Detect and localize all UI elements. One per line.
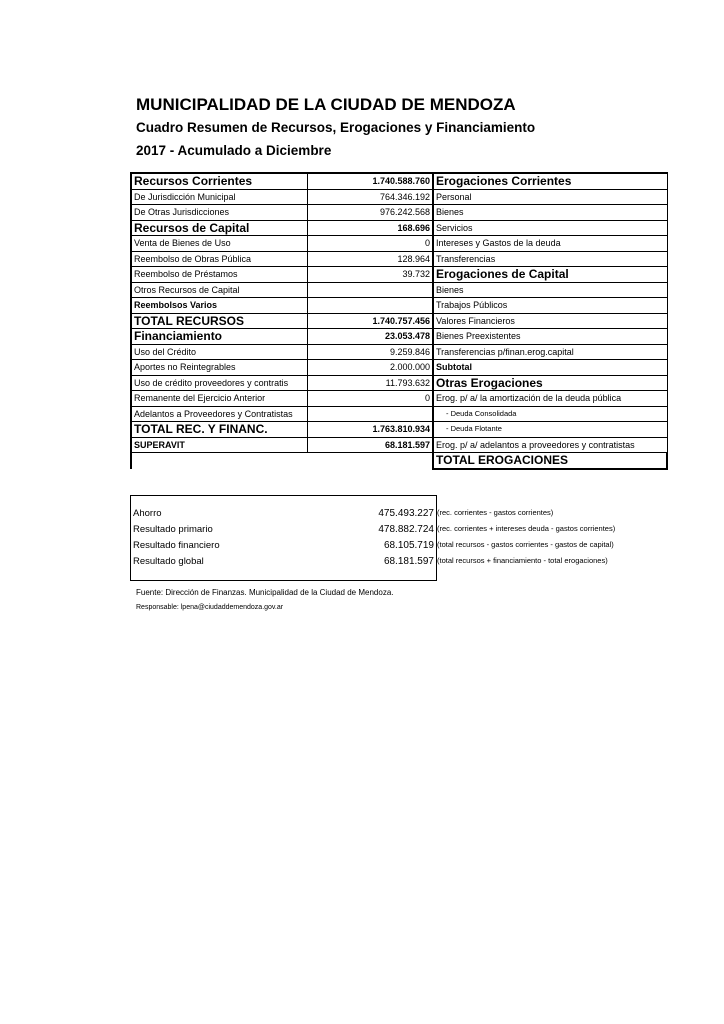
- table-cell-label: TOTAL REC. Y FINANC.: [131, 422, 307, 438]
- table-cell-value: 168.696: [307, 220, 433, 236]
- table-cell-value: 39.732: [307, 267, 433, 283]
- page-subtitle: Cuadro Resumen de Recursos, Erogaciones y Financiamiento: [136, 120, 536, 135]
- table-cell-expense: Transferencias p/finan.erog.capital: [433, 344, 667, 360]
- table-cell-label: SUPERAVIT: [131, 437, 307, 453]
- table-cell-value: 11.793.632: [307, 375, 433, 391]
- table-row: [131, 298, 667, 314]
- table-row: [131, 313, 667, 329]
- table-cell-expense: Erog. p/ a/ la amortización de la deuda pública: [433, 391, 667, 407]
- table-cell-expense: Subtotal: [433, 360, 667, 376]
- table-cell-label: Uso de crédito proveedores y contratis: [131, 375, 307, 391]
- result-value: 478.882.724: [301, 522, 437, 538]
- table-cell-expense: Personal: [433, 189, 667, 205]
- table-cell-label: Reembolso de Obras Pública: [131, 251, 307, 267]
- source-note: Fuente: Dirección de Finanzas. Municipalidad de la Ciudad de Mendoza.: [136, 588, 394, 597]
- table-row: [131, 220, 667, 236]
- table-row: [131, 522, 437, 538]
- table-cell-expense: Transferencias: [433, 251, 667, 267]
- table-cell-label: Uso del Crédito: [131, 344, 307, 360]
- table-row: [131, 538, 437, 554]
- result-label: Ahorro: [133, 508, 162, 519]
- table-cell-label: De Jurisdicción Municipal: [131, 189, 307, 205]
- table-cell-value: [307, 406, 433, 422]
- table-cell-value: 1.740.588.760: [307, 173, 433, 189]
- table-cell-label: Reembolso de Préstamos: [131, 267, 307, 283]
- table-cell-label: TOTAL RECURSOS: [131, 313, 307, 329]
- table-row: [131, 360, 667, 376]
- table-cell-label: Financiamiento: [131, 329, 307, 345]
- table-row: [131, 375, 667, 391]
- table-cell-value: 1.763.810.934: [307, 422, 433, 438]
- table-cell-value: 9.259.846: [307, 344, 433, 360]
- table-cell-expense: Erogaciones de Capital: [433, 267, 667, 283]
- result-note: (rec. corrientes - gastos corrientes): [437, 508, 554, 517]
- table-cell-expense: Erog. p/ a/ adelantos a proveedores y contratistas: [433, 437, 667, 453]
- table-row: [131, 406, 667, 422]
- table-cell-value: 0: [307, 391, 433, 407]
- table-cell-value: 68.181.597: [307, 437, 433, 453]
- table-row: [131, 506, 437, 522]
- table-row: [131, 267, 667, 283]
- table-row: [131, 189, 667, 205]
- table-row: [131, 173, 667, 189]
- table-row: [131, 391, 667, 407]
- table-cell-label: Remanente del Ejercicio Anterior: [131, 391, 307, 407]
- table-cell-label: Reembolsos Varios: [131, 298, 307, 314]
- table-cell-label: Adelantos a Proveedores y Contratistas: [131, 406, 307, 422]
- page-title: MUNICIPALIDAD DE LA CIUDAD DE MENDOZA: [136, 95, 516, 114]
- table-cell-expense: Trabajos Públicos: [433, 298, 667, 314]
- table-cell-value: [307, 298, 433, 314]
- table-cell-value: 764.346.192: [307, 189, 433, 205]
- results-notes: [437, 505, 615, 569]
- table-cell-value: 2.000.000: [307, 360, 433, 376]
- table-cell-label: De Otras Jurisdicciones: [131, 205, 307, 221]
- result-note: (total recursos + financiamiento - total erogaciones): [437, 556, 608, 565]
- result-label: Resultado financiero: [133, 540, 220, 551]
- table-cell-expense: Otras Erogaciones: [433, 375, 667, 391]
- table-cell-expense: Bienes: [433, 282, 667, 298]
- table-row: [131, 236, 667, 252]
- table-cell-expense: Bienes Preexistentes: [433, 329, 667, 345]
- responsible-note: Responsable: lpena@ciudaddemendoza.gov.ar: [136, 604, 284, 611]
- table-cell-label: Recursos de Capital: [131, 220, 307, 236]
- table-cell-label: Recursos Corrientes: [131, 173, 307, 189]
- table-row: [131, 344, 667, 360]
- result-value: 68.105.719: [301, 538, 437, 554]
- table-cell-expense: Intereses y Gastos de la deuda: [433, 236, 667, 252]
- total-erogaciones: TOTAL EROGACIONES: [433, 453, 667, 469]
- table-row: [131, 329, 667, 345]
- report-period: 2017 - Acumulado a Diciembre: [136, 143, 332, 158]
- table-cell-value: 976.242.568: [307, 205, 433, 221]
- table-row: [131, 453, 667, 469]
- table-row: [131, 437, 667, 453]
- table-cell-expense: - Deuda Flotante: [433, 422, 667, 438]
- table-cell-expense: - Deuda Consolidada: [433, 406, 667, 422]
- table-cell-value: [307, 282, 433, 298]
- results-table: [130, 495, 437, 581]
- table-row: [131, 282, 667, 298]
- table-row: [131, 251, 667, 267]
- table-row: [131, 422, 667, 438]
- result-label: Resultado global: [133, 556, 204, 567]
- table-cell-expense: Valores Financieros: [433, 313, 667, 329]
- table-cell-value: 0: [307, 236, 433, 252]
- result-note: (rec. corrientes + intereses deuda - gastos corrientes): [437, 524, 616, 533]
- result-value: 475.493.227: [301, 506, 437, 522]
- table-cell-label: Otros Recursos de Capital: [131, 282, 307, 298]
- table-cell-value: 23.053.478: [307, 329, 433, 345]
- summary-table: [130, 172, 668, 470]
- result-value: 68.181.597: [301, 554, 437, 570]
- table-cell-label: Venta de Bienes de Uso: [131, 236, 307, 252]
- table-cell-expense: Erogaciones Corrientes: [433, 173, 667, 189]
- table-cell-value: 128.964: [307, 251, 433, 267]
- table-row: [131, 205, 667, 221]
- table-cell-expense: Servicios: [433, 220, 667, 236]
- table-row: [131, 554, 437, 570]
- result-label: Resultado primario: [133, 524, 213, 535]
- table-cell-label: Aportes no Reintegrables: [131, 360, 307, 376]
- result-note: (total recursos - gastos corrientes - gastos de capital): [437, 540, 614, 549]
- table-cell-expense: Bienes: [433, 205, 667, 221]
- table-cell-value: 1.740.757.456: [307, 313, 433, 329]
